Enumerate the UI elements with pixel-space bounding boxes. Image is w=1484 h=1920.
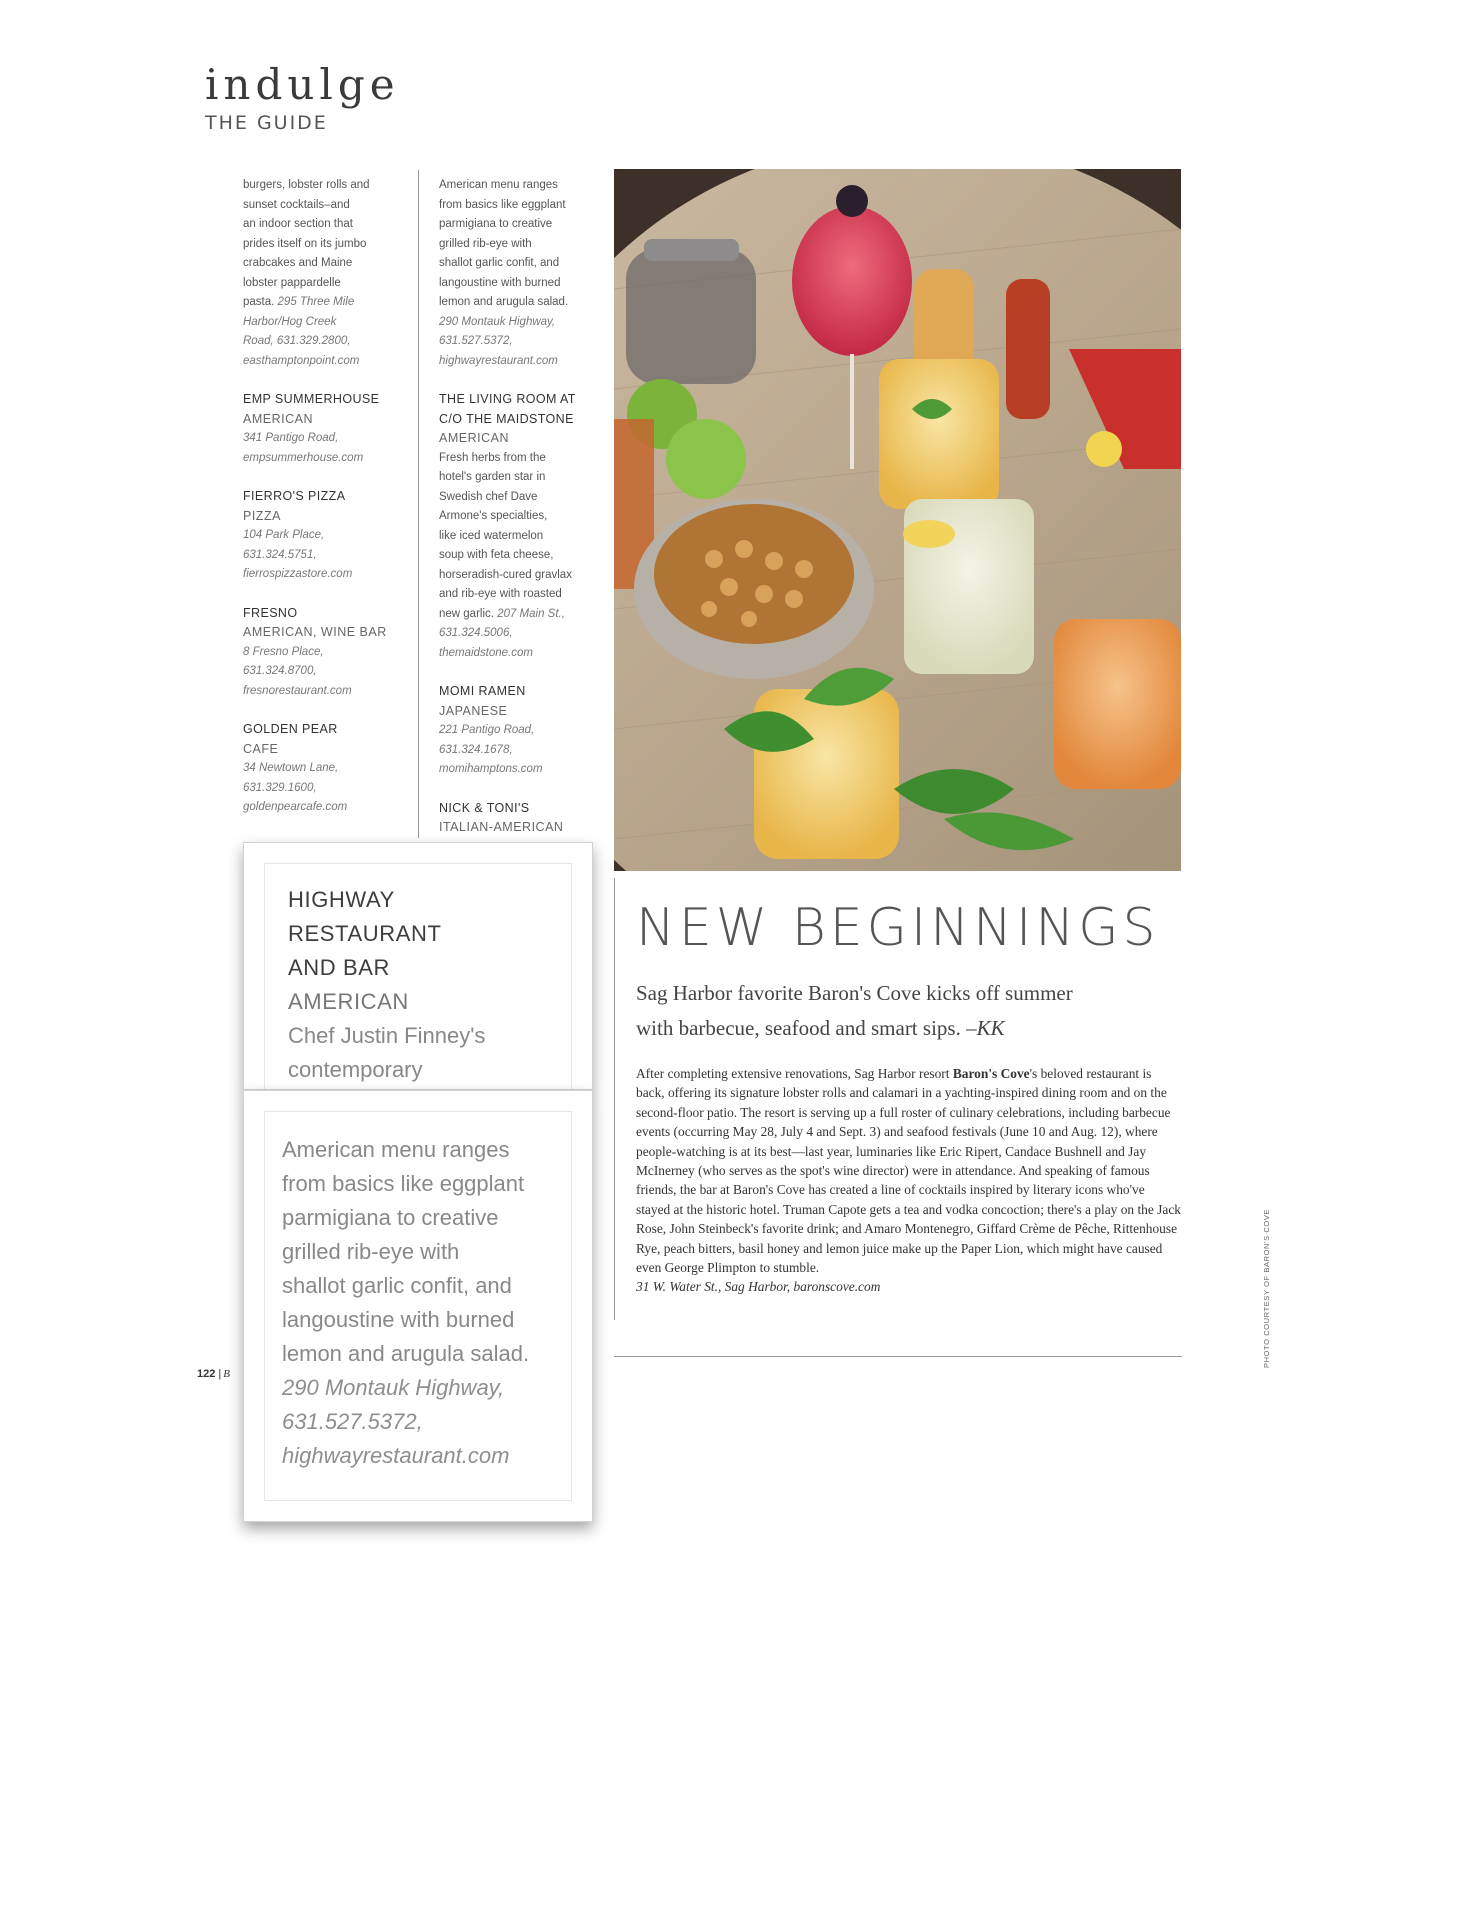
column-divider (418, 170, 419, 838)
entry-address: 221 Pantigo Road, (439, 724, 535, 736)
entry-desc-line: lobster pappardelle (243, 276, 341, 289)
entry-desc-line: Fresh herbs from the (439, 451, 546, 464)
restaurant-name-line2: CAFE (243, 741, 279, 756)
zoom-desc-line: parmigiana to creative (282, 1205, 499, 1230)
restaurant-name: EMP SUMMERHOUSE (243, 392, 380, 406)
zoom-text-block (282, 1133, 529, 1473)
entry-desc-line: from basics like eggplant (439, 198, 566, 211)
zoom-desc-line: Chef Justin Finney's (288, 1023, 486, 1048)
dek-byline: –KK (966, 1016, 1005, 1040)
entry-desc-line: new garlic. 207 Main St., (439, 607, 565, 620)
entry-desc-line: parmigiana to creative (439, 218, 553, 230)
restaurant-name: THE LIVING ROOM AT (439, 392, 576, 406)
entry-desc-line: and rib-eye with roasted (439, 588, 562, 600)
entry-desc-line: Armone's specialties, (439, 510, 548, 522)
page-bottom-rule (614, 1356, 1182, 1357)
entry-website: goldenpearcafe.com (243, 801, 348, 813)
body-text: After completing extensive renovations, Sag Harbor resort (636, 1066, 950, 1081)
restaurant-name: GOLDEN PEAR (243, 722, 338, 736)
entry-desc-line: Swedish chef Dave (439, 490, 538, 503)
entry-address: 8 Fresno Place, (243, 645, 324, 658)
entry-desc-line: grilled rib-eye with (439, 237, 532, 250)
cuisine-category: AMERICAN (439, 431, 509, 445)
magazine-section-brand: indulge (205, 60, 400, 109)
zoom-desc-line: langoustine with burned (282, 1307, 515, 1332)
entry-desc-line: burgers, lobster rolls and (243, 179, 370, 191)
cuisine-category: AMERICAN, WINE BAR (243, 625, 387, 639)
feature-dek (636, 976, 1106, 1046)
entry-phone: 631.527.5372, (439, 335, 513, 347)
entry-desc-line: lemon and arugula salad. (439, 296, 569, 308)
feature-headline: NEW BEGINNINGS (636, 898, 1160, 958)
zoom-address: 290 Montauk Highway, (282, 1375, 505, 1400)
entry-address: 341 Pantigo Road, (243, 432, 339, 444)
entry-website: fresnorestaurant.com (243, 684, 352, 697)
guide-entry (243, 487, 413, 585)
zoom-website: highwayrestaurant.com (282, 1443, 510, 1468)
entry-address: Harbor/Hog Creek (243, 315, 337, 328)
cocktails-illustration (614, 169, 1181, 871)
guide-entry (243, 390, 413, 468)
cocktails-photo (614, 169, 1181, 871)
feature-body (636, 1064, 1182, 1297)
entry-desc-line: langoustine with burned (439, 276, 561, 289)
entry-desc-line: crabcakes and Maine (243, 257, 353, 269)
folio-separator: | (218, 1368, 222, 1380)
entry-desc-line: horseradish-cured gravlax (439, 568, 572, 581)
entry-phone: 631.324.8700, (243, 665, 317, 677)
cuisine-category: ITALIAN-AMERICAN (439, 820, 564, 834)
restaurant-name: NICK & TONI'S (439, 800, 530, 815)
entry-desc-line: American menu ranges (439, 179, 558, 191)
zoom-cuisine-category: AMERICAN (288, 989, 409, 1014)
guide-entry-continued (439, 176, 609, 371)
zoom-restaurant-name: AND BAR (288, 955, 390, 980)
section-title: THE GUIDE (205, 112, 328, 134)
feature-address: 31 W. Water St., Sag Harbor, baronscove.com (636, 1279, 881, 1295)
page-folio (197, 1368, 230, 1380)
entry-desc-line: soup with feta cheese, (439, 549, 554, 561)
entry-website: highwayrestaurant.com (439, 354, 558, 367)
entry-desc-line: sunset cocktails–and (243, 198, 350, 211)
entry-phone: 631.329.1600, (243, 781, 317, 794)
zoom-callout-top (243, 842, 593, 1090)
guide-entry (439, 682, 609, 780)
guide-column-1 (243, 176, 413, 837)
entry-desc-line: like iced watermelon (439, 529, 544, 542)
guide-entry (243, 720, 413, 818)
zoom-text-block (288, 883, 485, 1087)
zoom-desc-line: contemporary (288, 1057, 423, 1082)
zoom-desc-line: American menu ranges (282, 1137, 510, 1162)
zoom-desc-line: from basics like eggplant (282, 1171, 525, 1196)
dek-line: with barbecue, seafood and smart sips. (636, 1016, 961, 1040)
entry-phone: 631.324.5751, (243, 548, 317, 561)
entry-address: 290 Montauk Highway, (439, 315, 556, 328)
entry-website: easthamptonpoint.com (243, 354, 360, 367)
body-text: 's beloved restaurant is back, offering its signature lobster rolls and calamari in a yachting-inspired dining room and on the second-floor patio. The resort is serving up a full roster of culinary celebrations, including barbecue events (occurring May 28, July 4 and Sept. 3) and seafood festivals (June 10 and Aug. 12), where people-watching is at its best—last year, luminaries like Eric Ripert, Candace Bushnell and Jay McInerney (who serves as the spot's wine director) were in attendance. And speaking of famous friends, the bar at Baron's Cove has created a line of cocktails inspired by literary icons who've stayed at the historic hotel. Truman Capote gets a tea and vodka concoction; there's a play on the Jack Rose, John Steinbeck's favorite drink; and Amaro Montenegro, Giffard Crème de Pêche, Rittenhouse Rye, peach bitters, basil honey and lemon juice make up the Paper Lion, which might have caused even George Plimpton to stumble. (636, 1066, 1181, 1276)
entry-phone: 631.324.5006, (439, 627, 513, 639)
cuisine-category: PIZZA (243, 508, 281, 523)
cuisine-category: JAPANESE (439, 703, 508, 718)
entry-website: momihamptons.com (439, 763, 543, 775)
entry-desc-line: pasta. 295 Three Mile (243, 296, 355, 308)
zoom-callout-bottom (243, 1090, 593, 1522)
dek-line: Sag Harbor favorite Baron's Cove kicks off summer (636, 981, 1073, 1005)
zoom-desc-line: lemon and arugula salad. (282, 1341, 530, 1366)
entry-website: empsummerhouse.com (243, 451, 364, 464)
restaurant-name: FIERRO'S PIZZA (243, 489, 346, 503)
entry-phone: 631.324.1678, (439, 743, 513, 756)
folio-publication: B (223, 1368, 230, 1380)
feature-article (636, 898, 1182, 1297)
page-number: 122 (197, 1368, 216, 1380)
entry-address: 104 Park Place, (243, 529, 325, 541)
guide-entry (243, 604, 413, 702)
guide-entry (439, 390, 609, 663)
entry-desc-line: prides itself on its jumbo (243, 237, 367, 250)
photo-credit: PHOTO COURTESY OF BARON'S COVE (1262, 1208, 1271, 1368)
body-bold-name: Baron's Cove (952, 1066, 1030, 1081)
feature-divider (614, 878, 615, 1320)
zoom-restaurant-name: RESTAURANT (288, 921, 442, 946)
zoom-desc-line: shallot garlic confit, and (282, 1273, 512, 1298)
entry-address: 34 Newtown Lane, (243, 762, 339, 774)
zoom-desc-line: grilled rib-eye with (282, 1239, 460, 1264)
masthead (205, 60, 400, 134)
restaurant-name: FRESNO (243, 605, 298, 620)
zoom-restaurant-name: HIGHWAY (288, 887, 395, 912)
cuisine-category: AMERICAN (243, 411, 313, 426)
entry-desc-line: shallot garlic confit, and (439, 257, 560, 269)
zoom-phone: 631.527.5372, (282, 1409, 423, 1434)
restaurant-name-line2: C/O THE MAIDSTONE (439, 411, 574, 426)
entry-address: Road, 631.329.2800, (243, 335, 351, 347)
entry-website: themaidstone.com (439, 646, 533, 659)
restaurant-name: MOMI RAMEN (439, 684, 526, 698)
guide-entry (439, 799, 609, 838)
guide-entry-continued (243, 176, 413, 371)
entry-desc-line: an indoor section that (243, 218, 353, 230)
entry-desc-line: hotel's garden star in (439, 471, 546, 483)
entry-website: fierrospizzastore.com (243, 568, 353, 580)
guide-column-2 (439, 176, 609, 857)
